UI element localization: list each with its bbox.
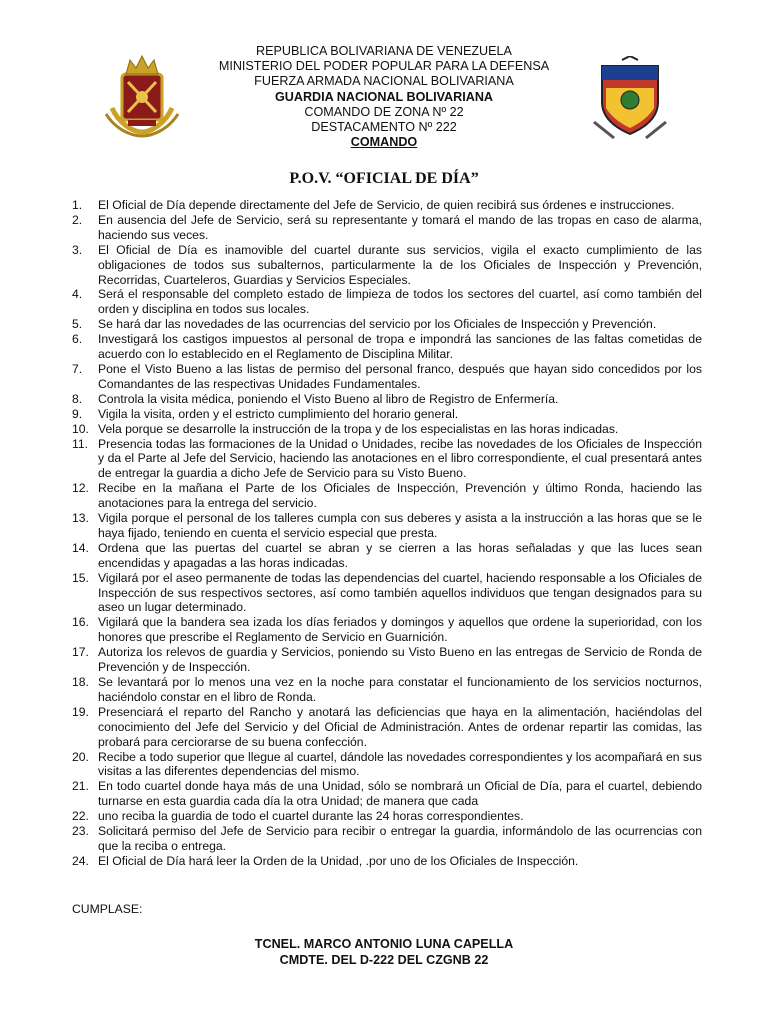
list-item-number: 8. [72,391,83,406]
list-item-number: 17. [72,645,89,660]
list-item-number: 11. [72,436,89,451]
list-item-text: En ausencia del Jefe de Servicio, será su representante y tomará el mando de las tropas en caso de alarma, haciendo sus veces. [98,212,702,242]
list-item-number: 5. [72,317,83,332]
list-item [72,407,702,422]
header-ministry: MINISTERIO DEL PODER POPULAR PARA LA DEFENSA [218,59,550,74]
list-item-number: 1. [72,198,83,212]
list-item-number: 7. [72,361,83,376]
header-detachment: DESTACAMENTO Nº 222 [311,120,457,135]
list-item-text: Será el responsable del completo estado de limpieza de todos los sectores del cuartel, así como también del orden y disciplina en todos sus locales. [98,287,702,317]
list-item-number: 12. [72,481,89,496]
list-item-number: 15. [72,570,89,585]
list-item [72,541,702,571]
list-item [72,392,702,407]
signer-name: TCNEL. MARCO ANTONIO LUNA CAPELLA [254,937,514,951]
list-item [72,287,702,317]
duties-list [72,198,702,869]
list-item-number: 2. [72,212,83,227]
list-item [72,243,702,288]
list-item-text: En todo cuartel donde haya más de una Unidad, sólo se nombrará un Oficial de Día, para el cuartel, debiendo turnarse en esta guardia cada día la otra Unidad; de manera que cada [98,779,702,809]
list-item-number: 21. [72,779,89,794]
list-item-number: 14. [72,540,89,555]
list-item [72,615,702,645]
list-item-number: 18. [72,675,89,689]
list-item-number: 4. [72,287,83,302]
list-item [72,213,702,243]
list-item [72,809,702,824]
list-item-number: 20. [72,749,89,764]
list-item-number: 24. [72,853,89,868]
detachment-shield-icon [592,56,668,140]
list-item [72,511,702,541]
list-item-number: 3. [72,242,83,257]
list-item-text: Controla la visita médica, poniendo el Visto Bueno al libro de Registro de Enfermería. [98,391,559,406]
document-title: P.O.V. “OFICIAL DE DÍA” [289,170,479,187]
list-item-text: Ordena que las puertas del cuartel se abran y se cierren a las horas señaladas y que las luces sean encendidas y apagadas a las horas indicadas. [98,540,702,570]
list-item-text: Vela porque se desarrolle la instrucción de la tropa y de los especialistas en las horas indicadas. [98,421,619,436]
header-zone-command: COMANDO DE ZONA Nº 22 [304,104,464,119]
list-item [72,779,702,809]
list-item-text: El Oficial de Día depende directamente del Jefe de Servicio, de quien recibirá sus órdenes e instrucciones. [98,198,675,212]
letterhead [150,44,618,150]
list-item [72,750,702,780]
list-item [72,675,702,705]
list-item [72,854,702,869]
list-item [72,824,702,854]
list-item [72,571,702,616]
list-item-text: Solicitará permiso del Jefe de Servicio para recibir o entregar la guardia, informándolo de las ocurrencias con que la reciba o entrega. [98,824,702,853]
list-item-text: Se hará dar las novedades de las ocurrencias del servicio por los Oficiales de Inspección y Prevención. [98,317,657,332]
list-item [72,198,702,213]
list-item [72,645,702,675]
list-item [72,705,702,750]
list-item-text: Presencia todas las formaciones de la Unidad o Unidades, recibe las novedades de los Oficiales de Inspección y da el Parte al Jefe del Servicio, haciendo las anotaciones en el libro correspondiente, el cual presentará antes de entregar la guardia a dicho Jefe de Servicio para su Visto Bueno. [98,436,702,481]
list-item-text: El Oficial de Día hará leer la Orden de la Unidad, .por uno de los Oficiales de Inspección. [98,853,579,868]
header-guard: GUARDIA NACIONAL BOLIVARIANA [274,89,494,104]
list-item-text: Vigilará que la bandera sea izada los días feriados y domingos y aquellos que ordene la superioridad, con los honores que prescribe el Reglamento de Servicio en Guarnición. [98,615,702,645]
list-item-number: 19. [72,704,89,719]
list-item-number: 9. [72,406,83,421]
list-item-text: uno reciba la guardia de todo el cuartel durante las 24 horas correspondientes. [98,809,524,824]
list-item [72,332,702,362]
header-command: COMANDO [350,135,418,150]
signer-role: CMDTE. DEL D-222 DEL CZGNB 22 [279,953,489,967]
signature-block [150,936,618,968]
list-item [72,317,702,332]
list-item-number: 16. [72,615,89,630]
list-item-text: Autoriza los relevos de guardia y Servicios, poniendo su Visto Bueno en las entregas de Servicio de Ronda de Prevención y de Inspección. [98,645,702,675]
list-item-number: 10. [72,421,89,436]
list-item-text: Se levantará por lo menos una vez en la noche para constatar el funcionamiento de los servicios nocturnos, haciéndolo constar en el libro de Ronda. [98,675,702,704]
list-item-text: Recibe en la mañana el Parte de los Oficiales de Inspección, Prevención y último Ronda, haciendo las anotaciones para la entrega del servicio. [98,481,702,511]
list-item-text: Vigilará por el aseo permanente de todas las dependencias del cuartel, haciendo responsable a los Oficiales de Inspección de sus respectivos sectores, así como también aquellos individuos que tengan designados para su aseo un lugar determinado. [98,570,702,615]
list-item-text: Vigila porque el personal de los talleres cumpla con sus deberes y asista a la instrucción a las horas que se le haya fijado, teniendo en cuenta el servicio especial que presta. [98,511,702,540]
list-item [72,437,702,482]
list-item [72,362,702,392]
list-item-number: 13. [72,511,89,526]
list-item-text: Vigila la visita, orden y el estricto cumplimiento del horario general. [98,406,459,421]
list-item-number: 23. [72,824,89,839]
list-item-number: 6. [72,332,83,347]
list-item-text: Investigará los castigos impuestos al personal de tropa e impondrá las sanciones de las faltas cometidas de acuerdo con lo establecido en el Reglamento de Disciplina Militar. [98,332,702,362]
list-item [72,422,702,437]
header-country: REPUBLICA BOLIVARIANA DE VENEZUELA [256,44,512,58]
header-armed-forces: FUERZA ARMADA NACIONAL BOLIVARIANA [254,74,514,89]
list-item-number: 22. [72,809,89,824]
list-item [72,481,702,511]
list-item-text: Presenciará el reparto del Rancho y anotará las deficiencias que haya en la alimentación, haciéndolas del conocimiento del Jefe del Servicio y del Oficial de Administración. Antes de ordenar repartir las comidas, las probará para cerciorarse de su buena confección. [98,704,702,749]
closing-text: CUMPLASE: [72,902,143,916]
list-item-text: Pone el Visto Bueno a las listas de permiso del personal franco, después que hayan sido concedidos por los Comandantes de las respectivas Unidades Fundamentales. [98,361,702,391]
list-item-text: El Oficial de Día es inamovible del cuartel durante sus servicios, vigila el exacto cumplimiento de las obligaciones de todos sus subalternos, particularmente la de los Oficiales de Inspección y Prevención, Recorridas, Cuarteleros, Guardias y Servicios Especiales. [98,242,702,287]
list-item-text: Recibe a todo superior que llegue al cuartel, dándole las novedades correspondientes y los acompañará en sus visitas a las diferentes dependencias del mismo. [98,749,702,779]
